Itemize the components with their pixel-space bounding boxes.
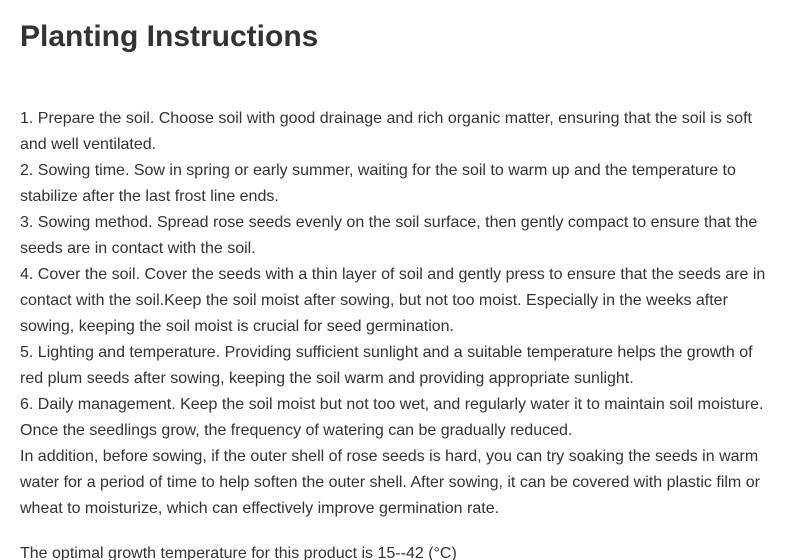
step-sowing-method: 3. Sowing method. Spread rose seeds evenly on the soil surface, then gently compact to ensure that the seeds are in contact with the soil. <box>20 214 758 257</box>
additional-note: In addition, before sowing, if the outer shell of rose seeds is hard, you can try soaking the seeds in warm water for a period of time to help soften the outer shell. After sowing, it can be covered with plastic film or wheat to moisturize, which can effectively improve germination rate. <box>20 448 760 517</box>
step-sowing-time: 2. Sowing time. Sow in spring or early summer, waiting for the soil to warm up and the temperature to stabilize after the last frost line ends. <box>20 162 736 205</box>
instructions-body <box>20 106 780 522</box>
page-title: Planting Instructions <box>20 20 319 53</box>
step-daily-management: 6. Daily management. Keep the soil moist but not too wet, and regularly water it to maintain soil moisture. Once the seedlings grow, the frequency of watering can be gradually reduced. <box>20 396 764 439</box>
step-lighting-temperature: 5. Lighting and temperature. Providing sufficient sunlight and a suitable temperature helps the growth of red plum seeds after sowing, keeping the soil warm and providing appropriate sunlight. <box>20 344 753 387</box>
optimal-temperature-note: The optimal growth temperature for this product is 15--42 (°C) <box>20 545 457 560</box>
step-cover-soil: 4. Cover the soil. Cover the seeds with a thin layer of soil and gently press to ensure that the seeds are in contact with the soil.Keep the soil moist after sowing, but not too moist. Especially in the weeks after sowing, keeping the soil moist is crucial for seed germination. <box>20 266 766 335</box>
step-prepare-soil: 1. Prepare the soil. Choose soil with good drainage and rich organic matter, ensuring that the soil is soft and well ventilated. <box>20 110 752 153</box>
